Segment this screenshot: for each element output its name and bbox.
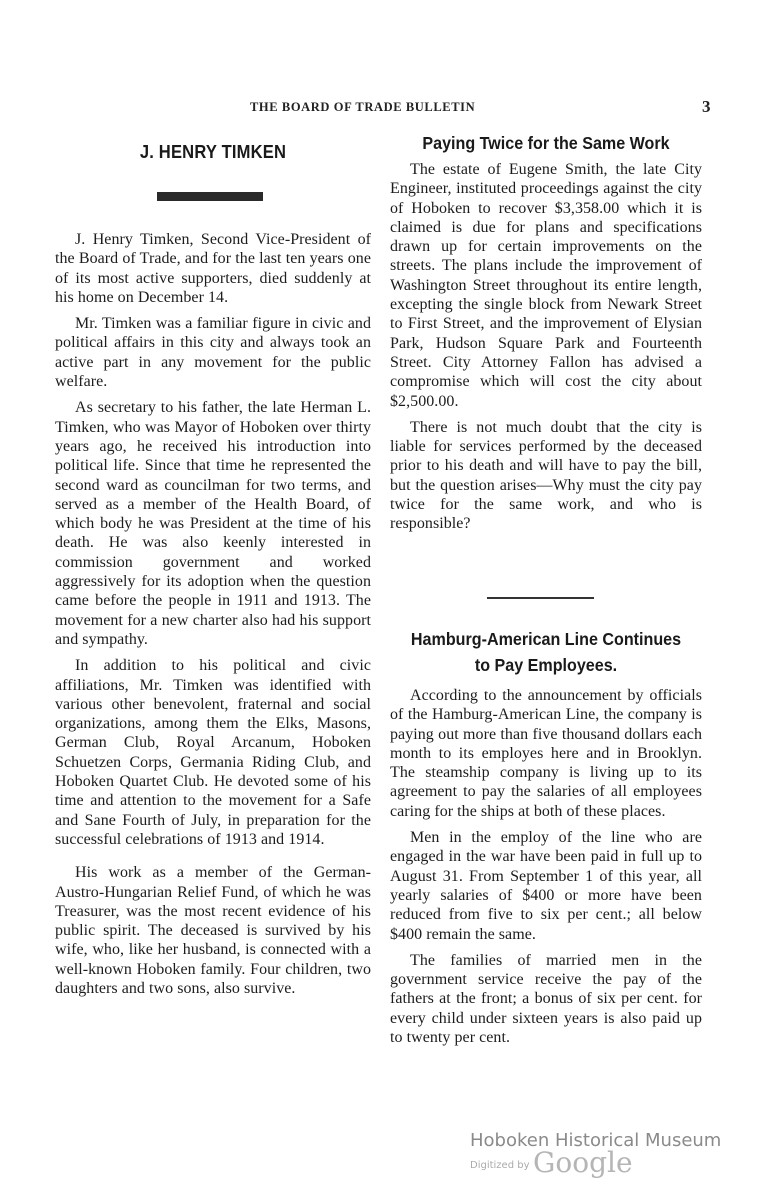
article-headline-line-2: to Pay Employees.: [474, 655, 618, 675]
article-headline: Paying Twice for the Same Work: [422, 133, 670, 153]
paragraph: In addition to his political and civic affiliations, Mr. Timken was identified with various other benevolent, fraternal and social organizations, among them the Elks, Masons, German Club, Royal Arcanum, Hoboken Schuetzen Corps, Germania Riding Club, and Hoboken Quartet Club. He devoted some of his time and attention to the movement for a Safe and Sane Fourth of July, in preparation for the successful celebrations of 1913 and 1914.: [55, 657, 371, 848]
paragraph: His work as a member of the German-Austro-Hungarian Relief Fund, of which he was Treasurer, was the most recent evidence of his public spirit. The deceased is survived by his wife, who, like her husband, is connected with a well-known Hoboken family. Four children, two daughters and two sons, also survive.: [55, 864, 371, 997]
paragraph: The estate of Eugene Smith, the late City Engineer, instituted proceedings against the city of Hoboken to recover $3,358.00 which it is claimed is due for plans and specifications drawn up for certain improvements on the streets. The plans include the improvement of Washington Street throughout its entire length, excepting the single block from Newark Street to First Street, and the improvement of Elysian Park, Hudson Square Park and Fourteenth Street. City Attorney Fallon has advised a compromise which will cost the city about $2,500.00.: [390, 161, 702, 410]
paragraph: Mr. Timken was a familiar figure in civic and political affairs in this city and always took an active part in any movement for the public welfare.: [55, 315, 371, 391]
paragraph: According to the announcement by officials of the Hamburg-American Line, the company is paying out more than five thousand dollars each month to its employes here and in Brooklyn. The steamship company is living up to its agreement to pay the salaries of all employees caring for the ships at both of these places.: [390, 687, 702, 820]
paragraph: The families of married men in the government service receive the pay of the fathers at the front; a bonus of six per cent. for every child under sixteen years is also paid up to twenty per cent.: [390, 951, 702, 1047]
mourning-bar: [157, 192, 263, 201]
article-hamburg-american: [390, 626, 702, 1047]
obituary-title: J. HENRY TIMKEN: [139, 142, 287, 162]
paragraph: As secretary to his father, the late Herman L. Timken, who was Mayor of Hoboken over thirty years ago, he received his introduction into political life. Since that time he represented the second ward as councilman for two terms, and served as a member of the Health Board, of which body he was President at the time of his death. He was also keenly interested in commission government and worked aggressively for its adoption when the question came before the people in 1911 and 1913. The movement for a new charter also had his support and sympathy.: [55, 399, 371, 648]
page-number: 3: [702, 97, 711, 116]
paragraph: J. Henry Timken, Second Vice-President of the Board of Trade, and for the last ten years one of its most active supporters, died suddenly at his home on December 14.: [55, 231, 371, 306]
obituary-body: [55, 230, 371, 998]
digitized-by-label: Digitized by: [470, 1160, 530, 1171]
paragraph: Men in the employ of the line who are engaged in the war have been paid in full up to August 31. From September 1 of this year, all yearly salaries of $400 or more have been reduced from five to six per cent.; all below $400 remain the same.: [390, 829, 702, 943]
section-divider: [487, 597, 594, 599]
google-logo-text: Google: [533, 1146, 633, 1179]
museum-watermark: Hoboken Historical Museum: [470, 1130, 722, 1151]
running-header-title: THE BOARD OF TRADE BULLETIN: [250, 100, 476, 114]
article-headline-line-1: Hamburg-American Line Continues: [410, 629, 682, 649]
paragraph: There is not much doubt that the city is liable for services performed by the deceased prior to his death and will have to pay the bill, but the question arises—Why must the city pay twice for the same work, and who is responsible?: [390, 418, 702, 533]
article-paying-twice: [390, 130, 702, 534]
